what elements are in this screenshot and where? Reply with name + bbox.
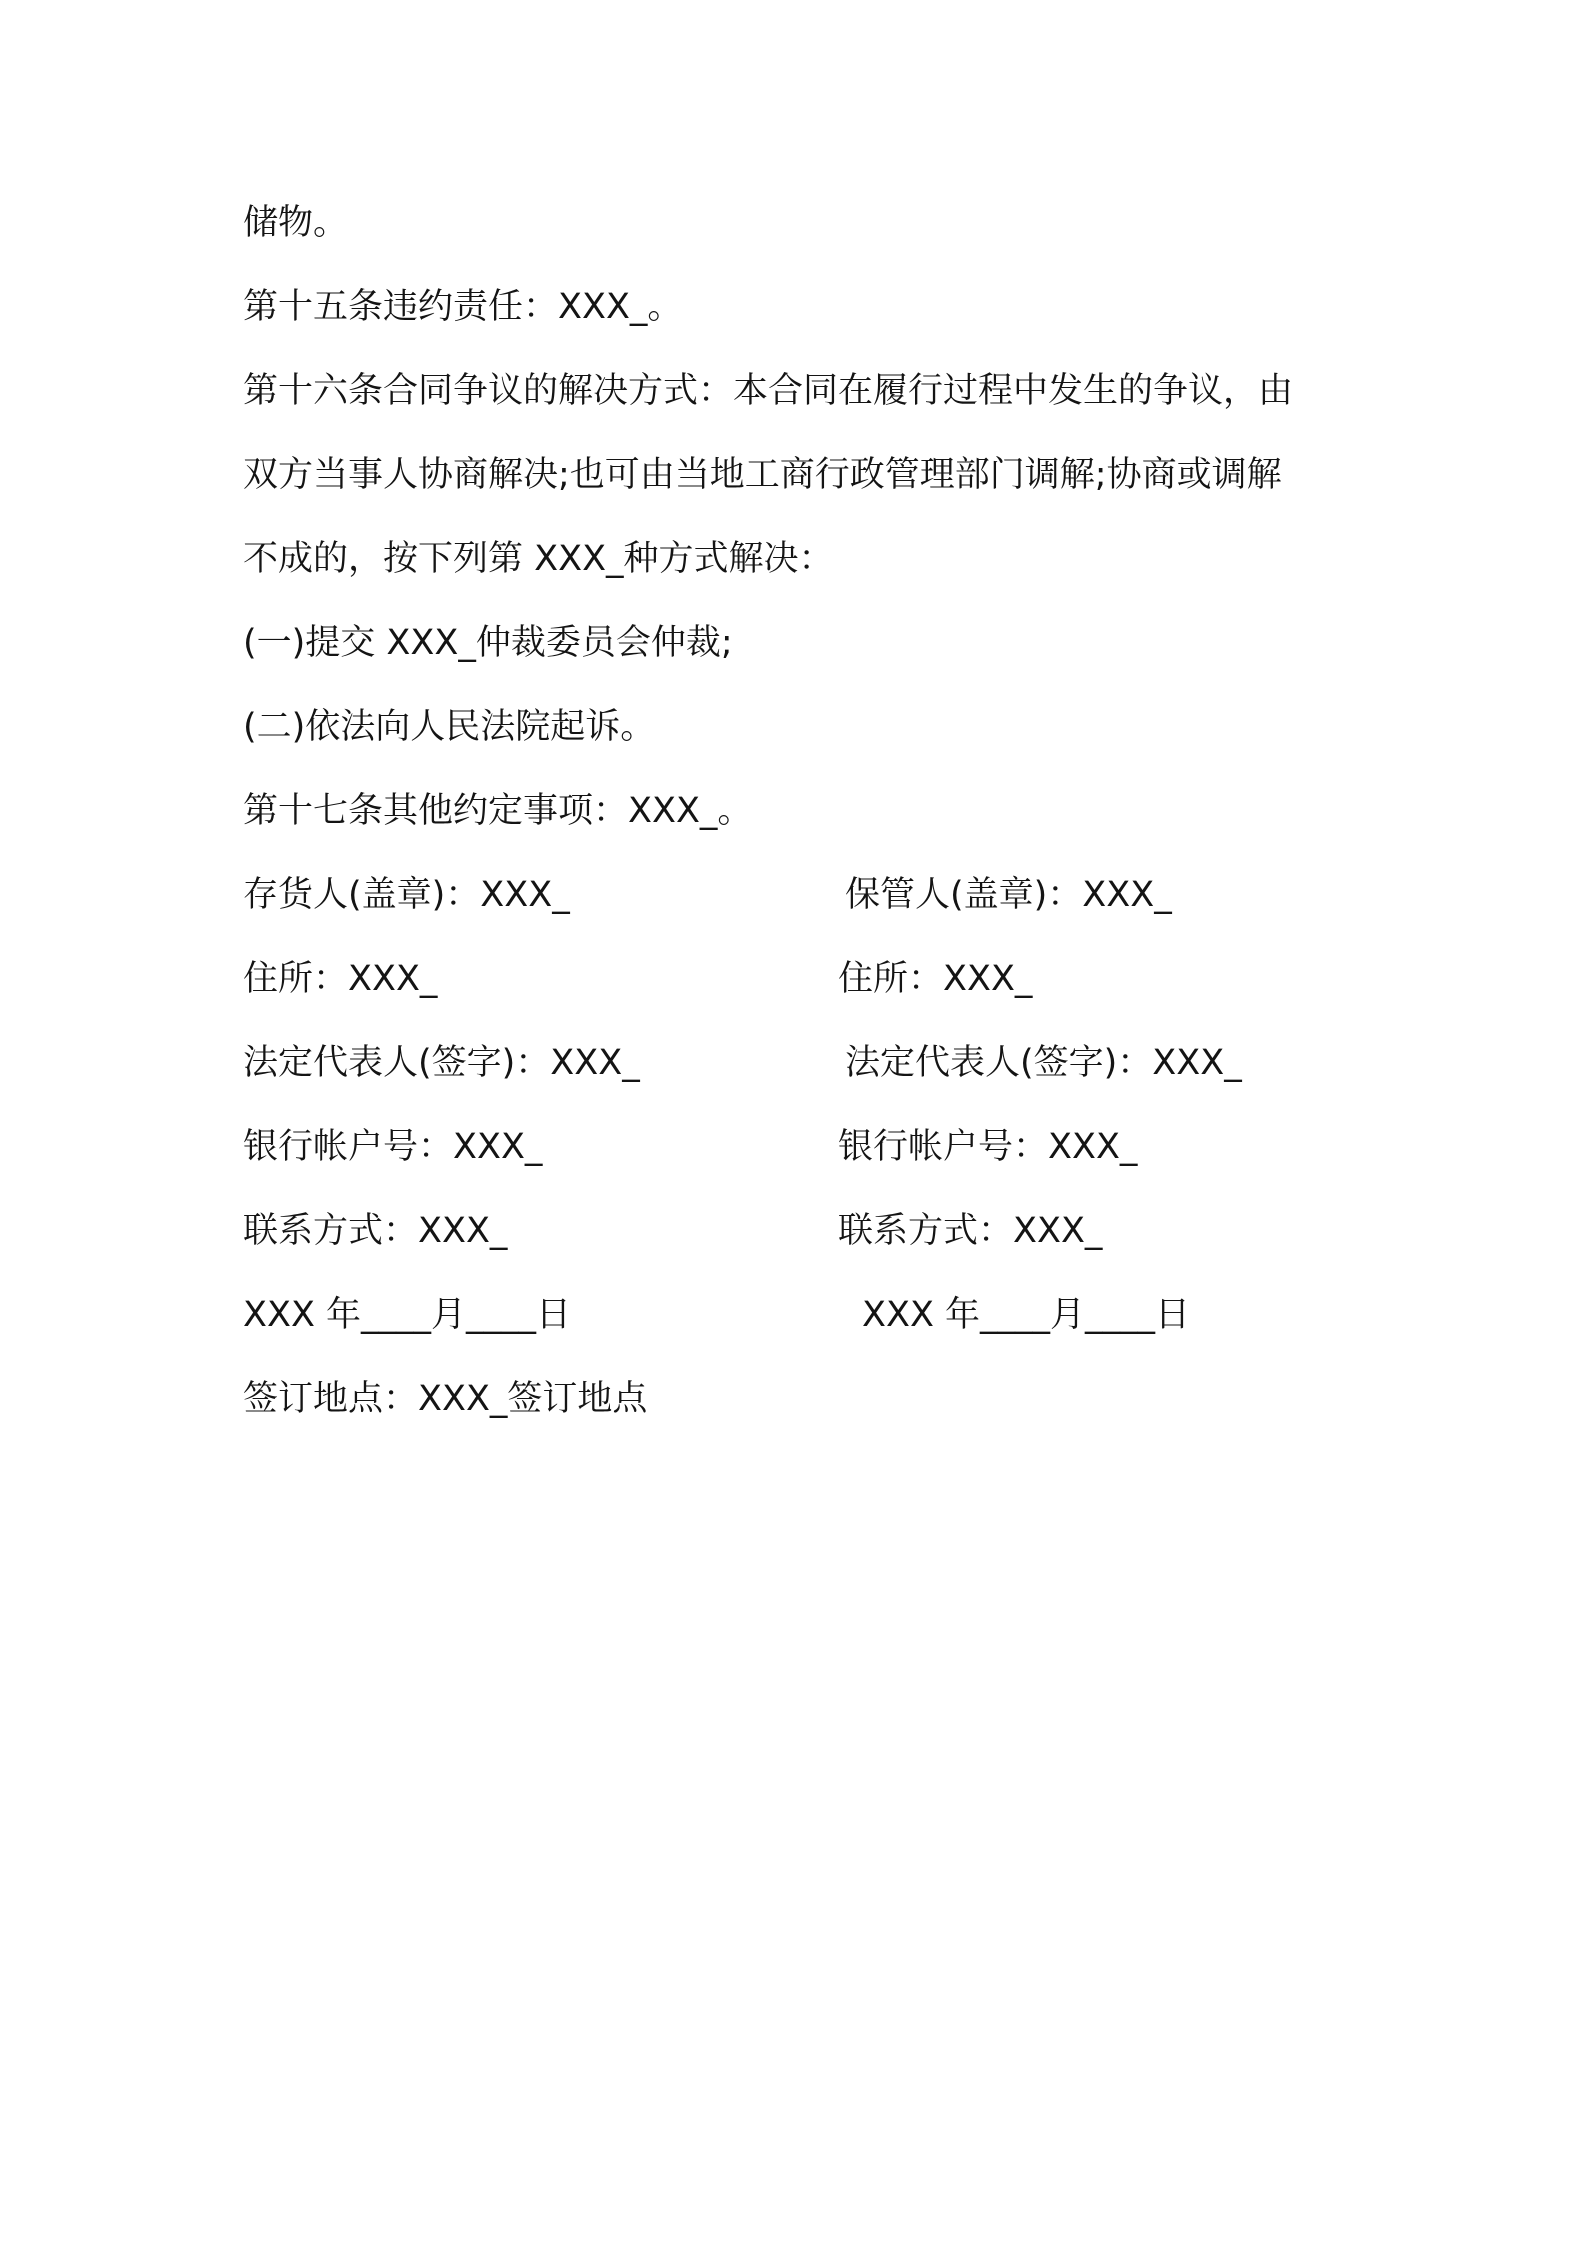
signing-place: 签订地点：XXX_签订地点 bbox=[243, 1379, 648, 1419]
signature-right-bank-account: 银行帐户号：XXX_ bbox=[838, 1127, 1138, 1167]
paragraph-option-1: (一)提交 XXX_仲裁委员会仲裁; bbox=[243, 623, 733, 663]
signature-right-seal: 保管人(盖章)：XXX_ bbox=[845, 875, 1172, 915]
paragraph-article-16-line-1: 第十六条合同争议的解决方式：本合同在履行过程中发生的争议，由 bbox=[243, 371, 1294, 411]
paragraph-article-17: 第十七条其他约定事项：XXX_。 bbox=[243, 791, 753, 831]
signature-left-seal: 存货人(盖章)：XXX_ bbox=[243, 875, 570, 915]
signature-left-contact: 联系方式：XXX_ bbox=[243, 1211, 508, 1251]
paragraph-article-16-line-2: 双方当事人协商解决;也可由当地工商行政管理部门调解;协商或调解 bbox=[243, 455, 1282, 495]
paragraph-article-16-line-3: 不成的，按下列第 XXX_种方式解决： bbox=[243, 539, 834, 579]
signature-left-bank-account: 银行帐户号：XXX_ bbox=[243, 1127, 543, 1167]
signature-right-date: XXX 年____月____日 bbox=[862, 1295, 1191, 1335]
signature-left-representative: 法定代表人(签字)：XXX_ bbox=[243, 1043, 640, 1083]
signature-left-date: XXX 年____月____日 bbox=[243, 1295, 572, 1335]
paragraph-article-15: 第十五条违约责任：XXX_。 bbox=[243, 287, 683, 327]
paragraph-storage-end: 储物。 bbox=[243, 203, 349, 243]
paragraph-option-2: (二)依法向人民法院起诉。 bbox=[243, 707, 656, 747]
signature-left-address: 住所：XXX_ bbox=[243, 959, 438, 999]
signature-right-address: 住所：XXX_ bbox=[838, 959, 1033, 999]
signature-right-contact: 联系方式：XXX_ bbox=[838, 1211, 1103, 1251]
signature-right-representative: 法定代表人(签字)：XXX_ bbox=[845, 1043, 1242, 1083]
